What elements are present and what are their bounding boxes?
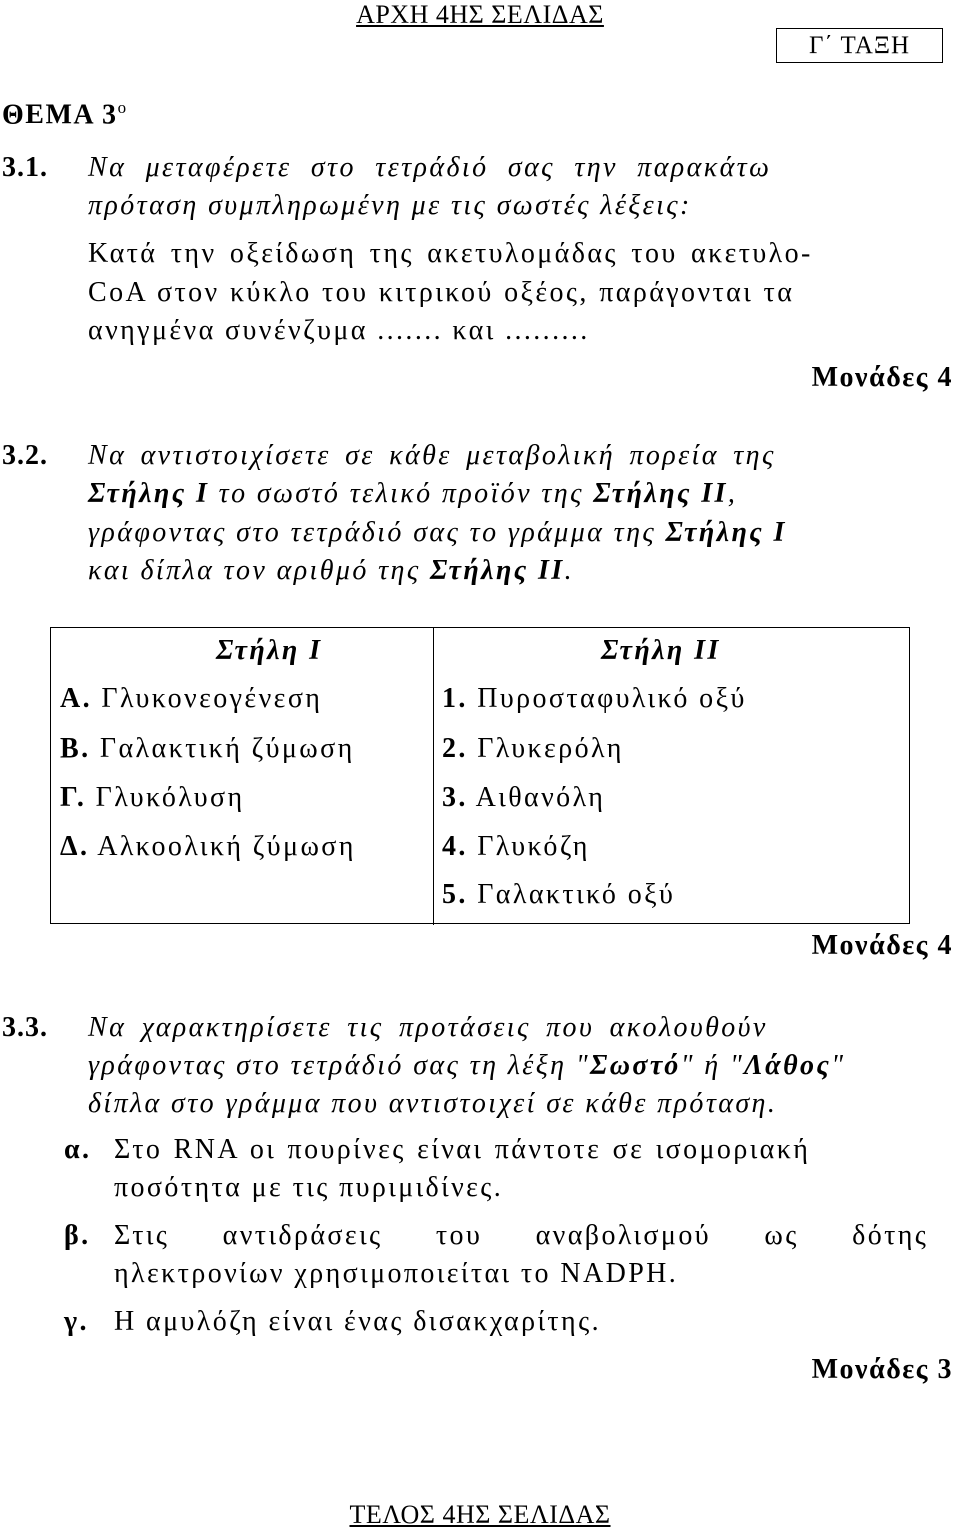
statement-b-label: β.	[64, 1220, 91, 1251]
q32-line4-end: .	[564, 555, 574, 586]
col2-item-text: Αιθανόλη	[467, 782, 606, 813]
q32-line2-mid: το σωστό τελικό προϊόν της	[209, 478, 594, 509]
col1-item-letter: Β.	[60, 733, 91, 764]
table-col2-item	[442, 733, 624, 765]
table-col2-item	[442, 683, 747, 715]
q32-score: Μονάδες 4	[811, 930, 953, 961]
col2-item-number: 2.	[442, 733, 468, 764]
theme-title-superscript: ο	[117, 98, 128, 117]
col1-item-text: Αλκοολική ζύμωση	[89, 831, 356, 862]
col1-item-letter: Γ.	[60, 782, 87, 813]
theme-title-text: ΘΕΜΑ 3	[2, 99, 118, 131]
q31-score: Μονάδες 4	[811, 362, 953, 393]
statement-a-line1: Στο RNA οι πουρίνες είναι πάντοτε σε ισομοριακή	[114, 1134, 811, 1165]
q31-body-line2: CoA στον κύκλο του κιτρικού οξέος, παράγονται τα	[88, 277, 795, 308]
q32-line3-text: γράφοντας στο τετράδιό σας το γράμμα της	[88, 517, 666, 548]
q33-instruction-line1: Να χαρακτηρίσετε τις προτάσεις που ακολουθούν	[88, 1012, 768, 1043]
col2-item-text: Πυροσταφυλικό οξύ	[467, 683, 747, 714]
q33-line2-mid: " ή "	[680, 1050, 745, 1081]
q31-body-line3: ανηγμένα συνένζυμα ....... και .........	[88, 315, 590, 346]
table-column-divider	[433, 628, 434, 925]
col1-item-letter: Α.	[60, 683, 93, 714]
statement-a-label: α.	[64, 1134, 92, 1165]
statement-c-line1: Η αμυλόζη είναι ένας δισακχαρίτης.	[114, 1306, 601, 1337]
col2-item-text: Γαλακτικό οξύ	[467, 879, 676, 910]
q32-instruction-line2	[88, 478, 737, 510]
col2-item-number: 1.	[442, 683, 468, 714]
col2-item-number: 3.	[442, 782, 468, 813]
q31-instruction-line1	[88, 152, 953, 184]
table-col1-header: Στήλη Ι	[216, 635, 323, 666]
table-col2-item	[442, 782, 605, 814]
q32-line2-end: ,	[727, 478, 738, 509]
q32-col2-ref-2: Στήλης ΙΙ	[430, 555, 565, 586]
q33-score: Μονάδες 3	[811, 1354, 953, 1385]
q31-body-line1: Κατά την οξείδωση της ακετυλομάδας του ακετυλο-	[88, 238, 813, 269]
q32-col1-ref: Στήλης Ι	[88, 478, 210, 509]
table-col2-header: Στήλη ΙΙ	[601, 635, 721, 666]
q33-instruction-line3: δίπλα στο γράμμα που αντιστοιχεί σε κάθε πρόταση.	[88, 1088, 778, 1119]
col2-item-number: 5.	[442, 879, 468, 910]
q33-false-word: Λάθος	[744, 1050, 832, 1081]
q32-col2-ref: Στήλης ΙΙ	[593, 478, 728, 509]
q32-line4-text: και δίπλα τον αριθμό της	[88, 555, 431, 586]
table-col1-item	[60, 831, 356, 863]
q33-instruction-line2	[88, 1050, 845, 1082]
q31-number: 3.1.	[2, 152, 48, 183]
q32-number: 3.2.	[2, 440, 48, 471]
q32-instruction-line4	[88, 555, 574, 587]
statement-b-line2: ηλεκτρονίων χρησιμοποιείται το NADPH.	[114, 1258, 679, 1289]
col1-item-letter: Δ.	[60, 831, 90, 862]
class-label-box: Γ΄ ΤΑΞΗ	[776, 28, 943, 63]
col2-item-text: Γλυκερόλη	[467, 733, 624, 764]
table-col1-item	[60, 733, 355, 765]
col2-item-number: 4.	[442, 831, 468, 862]
q33-number: 3.3.	[2, 1012, 48, 1043]
page-footer: ΤΕΛΟΣ 4ΗΣ ΣΕΛΙΔΑΣ	[349, 1500, 611, 1529]
statement-b-line1: Στις αντιδράσεις του αναβολισμού ως δότης	[114, 1220, 929, 1251]
col1-item-text: Γαλακτική ζύμωση	[90, 733, 355, 764]
page-header: ΑΡΧΗ 4ΗΣ ΣΕΛΙΔΑΣ	[356, 0, 604, 29]
table-col1-item	[60, 782, 245, 814]
table-col2-item	[442, 879, 675, 911]
q32-col1-ref-2: Στήλης Ι	[665, 517, 787, 548]
statement-c-label: γ.	[64, 1306, 89, 1337]
statement-a-line2: ποσότητα με τις πυριμιδίνες.	[114, 1172, 504, 1203]
table-col2-item	[442, 831, 590, 863]
q33-line2-end: "	[831, 1050, 846, 1081]
col2-item-text: Γλυκόζη	[467, 831, 590, 862]
q31-line1-text: Να μεταφέρετε στο τετράδιό σας την παρακάτω	[88, 152, 772, 183]
table-col1-item	[60, 683, 322, 715]
q33-true-word: Σωστό	[589, 1050, 681, 1081]
theme-title	[2, 98, 128, 131]
col1-item-text: Γλυκόλυση	[86, 782, 245, 813]
q31-instruction-line2: πρόταση συμπληρωμένη με τις σωστές λέξεις:	[88, 190, 692, 221]
q33-line2-text: γράφοντας στο τετράδιό σας τη λέξη "	[88, 1050, 590, 1081]
q32-instruction-line3	[88, 517, 787, 549]
col1-item-text: Γλυκονεογένεση	[92, 683, 323, 714]
matching-table	[50, 627, 910, 924]
q32-instruction-line1: Να αντιστοιχίσετε σε κάθε μεταβολική πορεία της	[88, 440, 776, 471]
